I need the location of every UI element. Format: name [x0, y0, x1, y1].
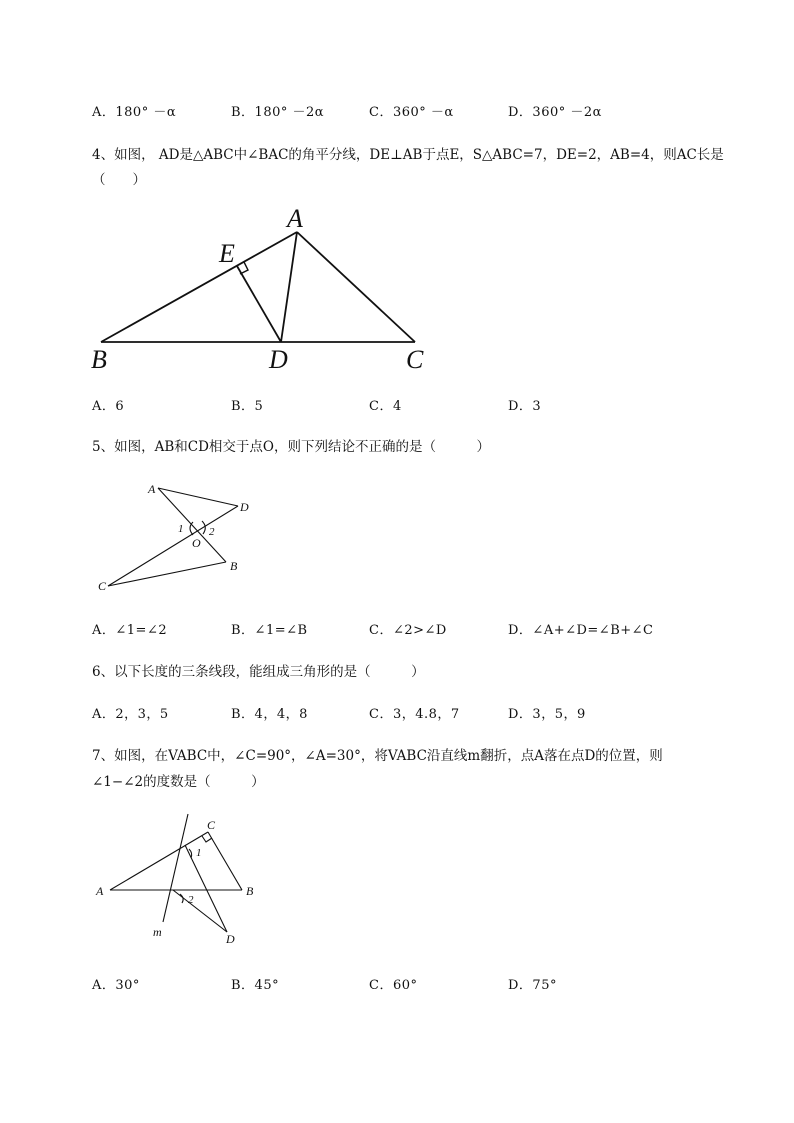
q5-segment-ab — [158, 488, 226, 562]
q5-segment-cb — [108, 562, 226, 586]
q7-label-m: m — [153, 925, 162, 939]
q7-label-b: B — [246, 884, 254, 898]
q4-label-d: D — [269, 345, 288, 374]
q4-segment-de — [237, 266, 281, 342]
q4-text-line1: 4、如图， AD是△ABC中∠BAC的角平分线，DE⊥AB于点E，S△ABC=7，DE=2，AB=4，则AC长是 — [92, 147, 724, 163]
q4-label-c: C — [406, 345, 424, 374]
q5-figure — [92, 474, 262, 599]
q4-label-a: A — [287, 204, 303, 233]
q7-figure — [92, 812, 267, 952]
q6-option-a: A．2，3，5 — [92, 707, 169, 722]
q4-segment-ba — [101, 232, 297, 342]
q5-label-d: D — [240, 500, 249, 514]
q3-option-a: A．180° －α — [92, 105, 177, 120]
q6-option-b: B．4，4，8 — [231, 707, 308, 722]
q7-option-d: D．75° — [508, 978, 557, 993]
q7-option-b: B．45° — [231, 978, 280, 993]
q4-segment-ad — [281, 232, 297, 342]
q4-label-b: B — [91, 345, 107, 374]
q3-option-b: B．180° －2α — [231, 105, 325, 120]
q5-segment-dc — [108, 506, 238, 586]
q5-option-b: B．∠1=∠B — [231, 623, 308, 638]
q7-text-line1: 7、如图，在VABC中，∠C=90°，∠A=30°，将VABC沿直线m翻折，点A落在点D的位置，则 — [92, 748, 663, 764]
q4-text-line2: （ ） — [92, 172, 146, 188]
q5-label-a: A — [148, 482, 156, 496]
q5-option-d: D．∠A+∠D=∠B+∠C — [508, 623, 654, 638]
q7-label-a: A — [96, 884, 104, 898]
q5-segment-ad — [158, 488, 238, 506]
q7-option-a: A．30° — [92, 978, 140, 993]
q5-option-c: C．∠2>∠D — [369, 623, 447, 638]
q4-option-b: B．5 — [231, 399, 264, 414]
q7-label-c: C — [207, 818, 216, 832]
q7-label-d: D — [226, 932, 235, 946]
q6-option-d: D．3，5，9 — [508, 707, 586, 722]
q5-option-a: A．∠1=∠2 — [92, 623, 168, 638]
q7-label-1: 1 — [196, 847, 202, 859]
q4-segment-ac — [297, 232, 415, 342]
q4-option-c: C．4 — [369, 399, 402, 414]
q5-label-1: 1 — [178, 523, 184, 535]
q6-option-c: C．3，4.8，7 — [369, 707, 460, 722]
q5-label-c: C — [98, 579, 107, 593]
q4-option-a: A．6 — [92, 399, 125, 414]
q7-label-2: 2 — [188, 894, 194, 906]
q4-label-e: E — [219, 239, 235, 268]
q7-segment-fold-d — [173, 890, 227, 932]
q4-option-d: D．3 — [508, 399, 542, 414]
q7-fold-line-m — [163, 814, 188, 922]
q7-text-line2: ∠1−∠2的度数是（ ） — [92, 774, 265, 790]
q5-label-o: O — [192, 536, 201, 550]
q5-label-b: B — [230, 559, 238, 573]
q3-option-d: D．360° －2α — [508, 105, 602, 120]
q6-text: 6、以下长度的三条线段，能组成三角形的是（ ） — [92, 664, 425, 680]
q5-label-2: 2 — [209, 526, 215, 538]
q7-option-c: C．60° — [369, 978, 418, 993]
q3-option-c: C．360° －α — [369, 105, 454, 120]
q5-text: 5、如图，AB和CD相交于点O，则下列结论不正确的是（ ） — [92, 439, 490, 455]
q7-segment-cb — [208, 832, 242, 890]
q4-figure — [85, 200, 445, 380]
